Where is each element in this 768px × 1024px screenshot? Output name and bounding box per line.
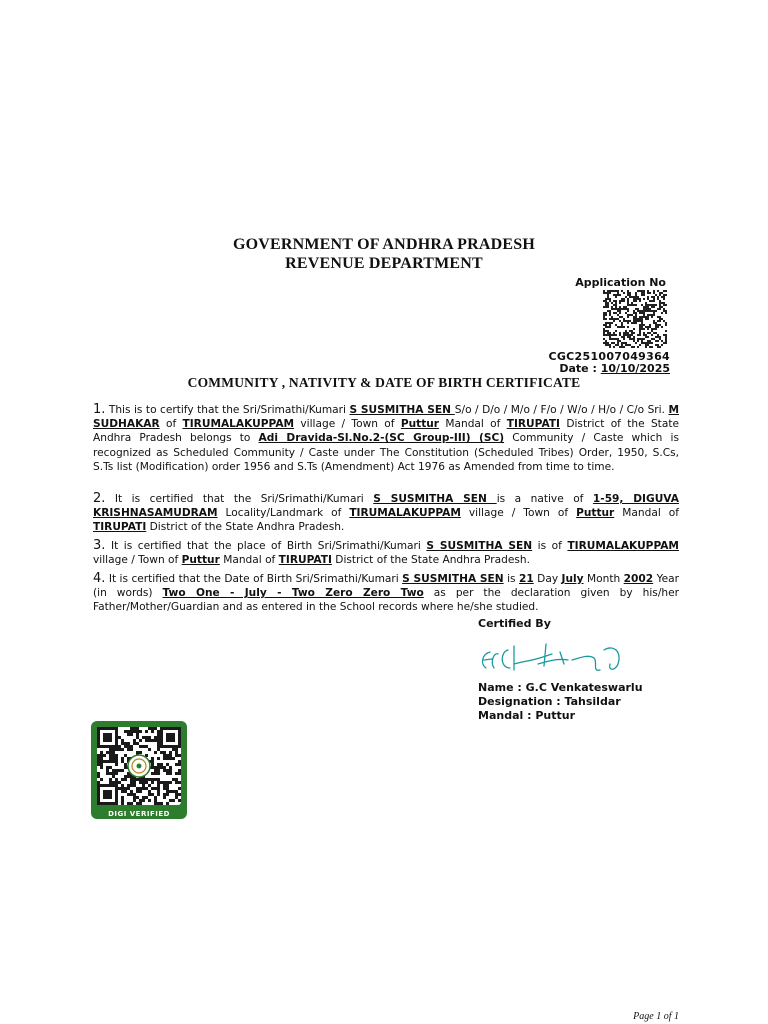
para-text: S/o / D/o / M/o / F/o / W/o / H/o / C/o Sri. — [454, 404, 669, 416]
para-text: as per the declaration given by his/her Father/Mother/Guardian and as entered in the School records where he/she studied. — [93, 587, 679, 614]
para-text: Community / Caste which is recognized as Scheduled Community / Caste under The Constitution (Scheduled Tribes) Order, 1950, S.Cs, S.Ts list (Modification) order 1956 and S.Ts (Amendment) Act 1976 as Amended from time to time. — [93, 432, 679, 473]
para-text: District of the State Andhra Pradesh belongs to — [93, 418, 679, 445]
village-name: TIRUMALAKUPPAM — [349, 507, 461, 520]
para-text: village / Town of — [460, 507, 577, 520]
signature-image — [476, 638, 626, 678]
qr-pattern — [97, 727, 181, 805]
paragraph-1 — [93, 403, 679, 474]
government-title: GOVERNMENT OF ANDHRA PRADESH — [232, 236, 536, 253]
caste-name: Adi Dravida-Sl.No.2-(SC Group-III) (SC) — [258, 432, 505, 445]
department-title: REVENUE DEPARTMENT — [285, 255, 483, 272]
certifier-mandal: Mandal : Puttur — [478, 709, 575, 722]
application-no-label: Application No — [575, 276, 666, 289]
paragraph-3 — [93, 539, 679, 567]
mandal-name: Puttur — [181, 554, 220, 567]
digi-qr-code — [97, 727, 181, 805]
application-qr-code — [603, 290, 667, 348]
district-name: TIRUPATI — [506, 418, 560, 431]
applicant-name: S SUSMITHA SEN — [373, 493, 497, 505]
birth-year: 2002 — [623, 573, 654, 585]
birth-day: 21 — [518, 573, 534, 585]
para-number: 4. — [93, 571, 106, 586]
paragraph-4 — [93, 572, 679, 615]
locality-name: 1-59, DIGUVA KRISHNASAMUDRAM — [93, 493, 679, 520]
para-text: is of — [532, 540, 568, 552]
village-name: TIRUMALAKUPPAM — [567, 540, 679, 552]
date-label: Date : — [559, 362, 597, 375]
para-number: 1. — [93, 402, 106, 417]
para-text: Month — [583, 573, 624, 585]
mandal-name: Puttur — [400, 418, 440, 431]
para-text: Mandal of — [219, 554, 279, 567]
certifier-name: Name : G.C Venkateswarlu — [478, 681, 643, 694]
para-text: is a native of — [496, 493, 593, 505]
digi-verified-badge — [91, 721, 187, 819]
para-text: District of the State Andhra Pradesh. — [146, 521, 345, 534]
certifier-designation: Designation : Tahsildar — [478, 695, 621, 708]
district-name: TIRUPATI — [278, 554, 332, 567]
para-text: village / Town of — [294, 418, 401, 431]
para-text: Mandal of — [439, 418, 507, 431]
date-value: 10/10/2025 — [600, 362, 670, 375]
district-name: TIRUPATI — [93, 521, 147, 534]
para-text: It is certified that the Date of Birth Sri/Srimathi/Kumari — [105, 573, 403, 585]
digi-verified-label: DIGI VERIFIED — [108, 810, 170, 818]
para-text: It is certified that the place of Birth Sri/Srimathi/Kumari — [105, 540, 427, 552]
page-number: Page 1 of 1 — [633, 1011, 679, 1022]
para-text: Mandal of — [614, 507, 680, 520]
para-number: 3. — [93, 538, 106, 553]
para-text: of — [159, 418, 183, 431]
applicant-name: S SUSMITHA SEN — [426, 540, 533, 552]
mandal-name: Puttur — [576, 507, 615, 520]
para-text: It is certified that the Sri/Srimathi/Kumari — [105, 493, 374, 505]
para-number: 2. — [93, 491, 106, 506]
parent-name: M SUDHAKAR — [93, 404, 679, 431]
certificate-title: COMMUNITY , NATIVITY & DATE OF BIRTH CERTIFICATE — [187, 375, 581, 390]
para-text: village / Town of — [93, 554, 182, 567]
para-text: Day — [533, 573, 562, 585]
para-text: Year (in words) — [93, 573, 680, 600]
birth-month: July — [561, 573, 584, 585]
village-name: TIRUMALAKUPPAM — [182, 418, 295, 431]
para-text: This is to certify that the Sri/Srimathi/Kumari — [105, 404, 350, 416]
para-text: is — [503, 573, 519, 585]
para-text: District of the State Andhra Pradesh. — [331, 554, 530, 567]
applicant-name: S SUSMITHA SEN — [349, 404, 455, 416]
application-number: CGC251007049364 — [548, 350, 670, 363]
certified-by-label: Certified By — [478, 617, 551, 630]
applicant-name: S SUSMITHA SEN — [402, 573, 504, 585]
application-date — [500, 362, 670, 375]
birth-date-words: Two One - July - Two Zero Zero Two — [162, 587, 424, 600]
paragraph-2 — [93, 492, 679, 535]
para-text: Locality/Landmark of — [217, 507, 350, 520]
